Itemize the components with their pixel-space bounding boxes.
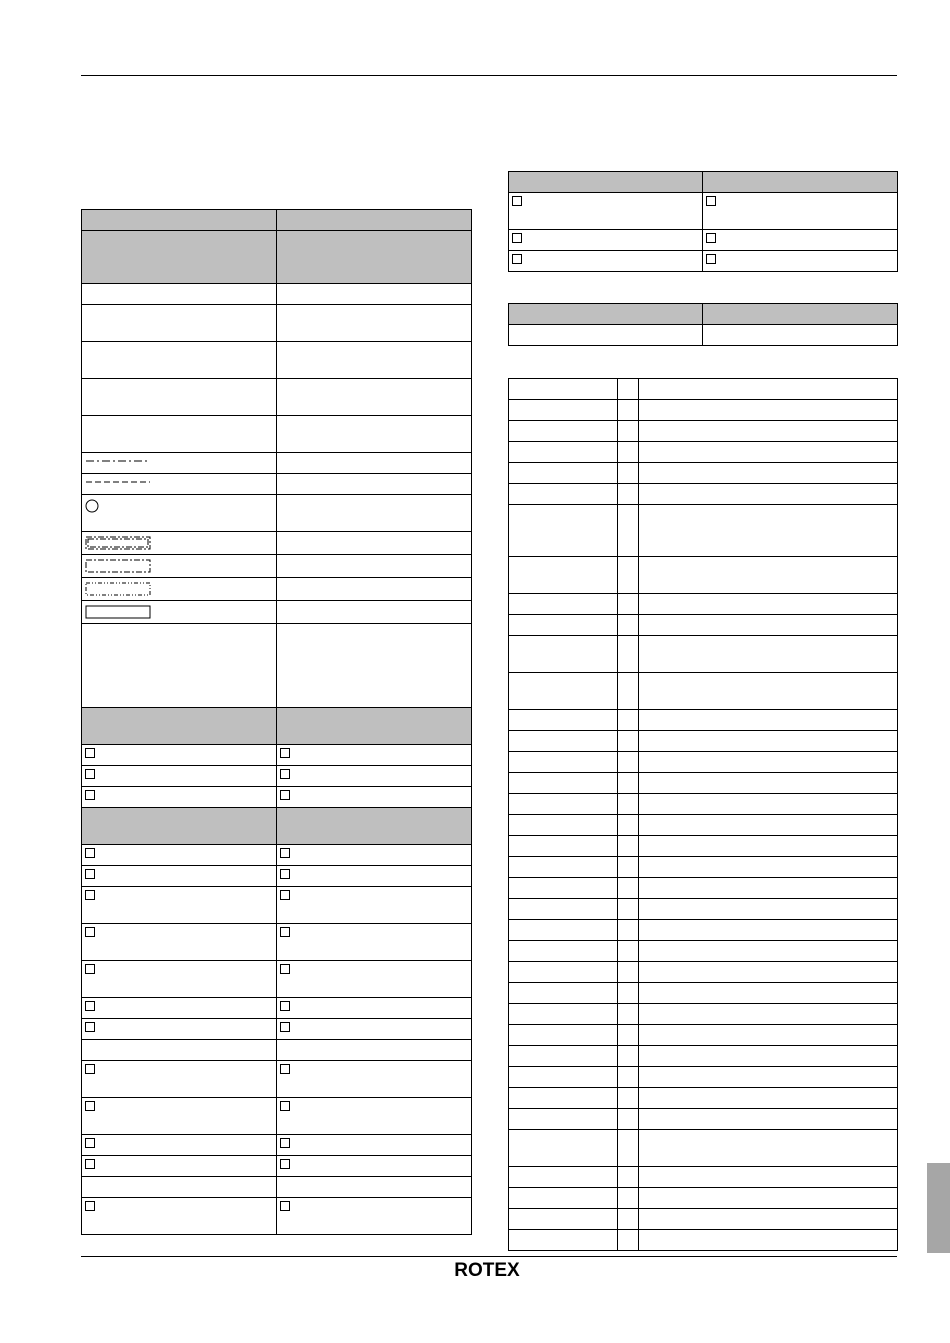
option-box-symbol — [85, 559, 151, 573]
checkbox-icon — [85, 1201, 95, 1211]
table-cell — [509, 1188, 618, 1209]
table-cell — [509, 794, 618, 815]
table-cell — [618, 962, 639, 983]
table-cell — [509, 421, 618, 442]
table-cell — [82, 766, 277, 787]
checkbox-icon — [280, 964, 290, 974]
table-cell — [618, 752, 639, 773]
terminal-circle-symbol — [85, 499, 99, 513]
checkbox-icon — [85, 1064, 95, 1074]
checkbox-icon — [706, 254, 716, 264]
component-box-symbol — [85, 605, 151, 619]
table-cell — [509, 752, 618, 773]
table-cell — [509, 594, 618, 615]
table-cell — [277, 495, 472, 532]
table-cell — [82, 578, 277, 601]
table-cell — [639, 636, 898, 673]
table-cell — [509, 962, 618, 983]
table-header-cell — [277, 808, 472, 845]
table-cell — [618, 484, 639, 505]
table-cell — [509, 193, 703, 230]
checkbox-icon — [85, 964, 95, 974]
table-cell — [277, 379, 472, 416]
table-cell — [639, 463, 898, 484]
checkbox-icon — [706, 233, 716, 243]
checkbox-icon — [280, 1159, 290, 1169]
table-cell — [509, 673, 618, 710]
table-cell — [509, 1167, 618, 1188]
table-cell — [639, 615, 898, 636]
table-cell — [618, 1167, 639, 1188]
table-cell — [618, 557, 639, 594]
right-top-table — [508, 171, 898, 272]
table-cell — [618, 1067, 639, 1088]
table-cell — [509, 442, 618, 463]
checkbox-icon — [85, 848, 95, 858]
checkbox-icon — [280, 848, 290, 858]
table-cell — [618, 673, 639, 710]
checkbox-icon — [280, 927, 290, 937]
table-cell — [639, 1088, 898, 1109]
table-cell — [277, 924, 472, 961]
table-cell — [703, 325, 898, 346]
table-cell — [277, 787, 472, 808]
dash-dot-line-symbol — [85, 457, 151, 465]
chapter-tab-marker — [927, 1163, 950, 1253]
checkbox-icon — [280, 790, 290, 800]
table-cell — [509, 731, 618, 752]
table-cell — [82, 1040, 277, 1061]
table-cell — [82, 961, 277, 998]
table-cell — [639, 962, 898, 983]
checkbox-icon — [85, 790, 95, 800]
table-cell — [82, 845, 277, 866]
table-cell — [509, 636, 618, 673]
table-cell — [277, 845, 472, 866]
table-cell — [509, 1088, 618, 1109]
table-cell — [277, 766, 472, 787]
table-cell — [277, 416, 472, 453]
table-cell — [618, 1209, 639, 1230]
table-cell — [639, 1025, 898, 1046]
table-header-cell — [82, 808, 277, 845]
table-cell — [277, 961, 472, 998]
table-cell — [277, 1061, 472, 1098]
table-cell — [639, 1109, 898, 1130]
table-cell — [82, 474, 277, 495]
table-cell — [639, 815, 898, 836]
table-header-cell — [82, 210, 277, 231]
table-cell — [277, 887, 472, 924]
table-cell — [277, 624, 472, 708]
table-cell — [639, 1167, 898, 1188]
table-cell — [82, 1135, 277, 1156]
table-cell — [618, 983, 639, 1004]
table-cell — [639, 442, 898, 463]
table-cell — [509, 230, 703, 251]
table-cell — [639, 379, 898, 400]
table-header-cell — [82, 231, 277, 284]
table-header-cell — [82, 708, 277, 745]
checkbox-icon — [85, 869, 95, 879]
table-cell — [639, 878, 898, 899]
table-cell — [509, 325, 703, 346]
checkbox-icon — [85, 1022, 95, 1032]
table-cell — [277, 342, 472, 379]
table-cell — [277, 474, 472, 495]
table-cell — [82, 305, 277, 342]
table-cell — [509, 1130, 618, 1167]
table-header-cell — [277, 231, 472, 284]
table-header-cell — [509, 172, 703, 193]
header-rule — [81, 75, 897, 76]
table-cell — [277, 284, 472, 305]
table-cell — [509, 1209, 618, 1230]
table-cell — [509, 983, 618, 1004]
table-cell — [509, 1025, 618, 1046]
table-cell — [82, 1019, 277, 1040]
table-cell — [618, 379, 639, 400]
table-cell — [703, 251, 898, 272]
table-cell — [277, 1198, 472, 1235]
table-cell — [509, 557, 618, 594]
table-cell — [277, 601, 472, 624]
table-cell — [509, 615, 618, 636]
table-cell — [639, 400, 898, 421]
table-cell — [82, 379, 277, 416]
table-header-cell — [277, 708, 472, 745]
table-cell — [509, 1004, 618, 1025]
table-cell — [618, 442, 639, 463]
table-cell — [618, 594, 639, 615]
table-cell — [277, 1156, 472, 1177]
table-cell — [82, 745, 277, 766]
table-cell — [277, 1135, 472, 1156]
table-cell — [618, 1025, 639, 1046]
checkbox-icon — [85, 1001, 95, 1011]
table-cell — [639, 1004, 898, 1025]
table-cell — [639, 594, 898, 615]
checkbox-icon — [85, 748, 95, 758]
table-cell — [277, 1098, 472, 1135]
checkbox-icon — [85, 1138, 95, 1148]
table-header-cell — [703, 172, 898, 193]
table-cell — [639, 505, 898, 557]
table-cell — [509, 1109, 618, 1130]
checkbox-icon — [280, 769, 290, 779]
table-cell — [277, 1019, 472, 1040]
right-mid-table — [508, 303, 898, 346]
table-cell — [509, 899, 618, 920]
table-cell — [639, 421, 898, 442]
checkbox-icon — [280, 1201, 290, 1211]
table-cell — [618, 794, 639, 815]
table-cell — [277, 305, 472, 342]
table-cell — [639, 1188, 898, 1209]
checkbox-icon — [280, 1138, 290, 1148]
table-cell — [639, 899, 898, 920]
table-cell — [618, 878, 639, 899]
table-cell — [509, 857, 618, 878]
checkbox-icon — [706, 196, 716, 206]
table-cell — [509, 251, 703, 272]
table-cell — [82, 924, 277, 961]
checkbox-icon — [85, 769, 95, 779]
table-cell — [277, 998, 472, 1019]
checkbox-icon — [512, 233, 522, 243]
table-cell — [277, 866, 472, 887]
table-cell — [82, 887, 277, 924]
table-cell — [509, 1067, 618, 1088]
table-cell — [509, 710, 618, 731]
table-cell — [82, 998, 277, 1019]
table-cell — [639, 983, 898, 1004]
table-cell — [618, 731, 639, 752]
checkbox-icon — [280, 1064, 290, 1074]
table-cell — [82, 416, 277, 453]
table-cell — [82, 787, 277, 808]
table-cell — [82, 866, 277, 887]
table-cell — [639, 731, 898, 752]
table-cell — [277, 1040, 472, 1061]
right-component-list-table — [508, 378, 898, 1251]
table-cell — [509, 379, 618, 400]
table-header-cell — [703, 304, 898, 325]
table-cell — [618, 1046, 639, 1067]
table-cell — [618, 836, 639, 857]
table-cell — [639, 673, 898, 710]
left-wiring-legend-table — [81, 209, 472, 1235]
table-cell — [618, 615, 639, 636]
table-cell — [618, 463, 639, 484]
table-cell — [277, 532, 472, 555]
table-cell — [618, 710, 639, 731]
table-cell — [618, 400, 639, 421]
table-cell — [618, 920, 639, 941]
table-cell — [277, 745, 472, 766]
field-supply-box-symbol — [85, 536, 151, 550]
table-cell — [82, 624, 277, 708]
table-cell — [509, 1046, 618, 1067]
table-cell — [618, 1109, 639, 1130]
table-cell — [639, 1046, 898, 1067]
table-cell — [639, 794, 898, 815]
table-cell — [618, 773, 639, 794]
table-cell — [618, 857, 639, 878]
table-cell — [509, 941, 618, 962]
table-cell — [618, 1188, 639, 1209]
table-cell — [618, 1230, 639, 1251]
table-cell — [639, 836, 898, 857]
table-cell — [639, 557, 898, 594]
table-cell — [639, 484, 898, 505]
table-cell — [639, 1230, 898, 1251]
checkbox-icon — [85, 890, 95, 900]
table-cell — [703, 193, 898, 230]
table-cell — [509, 400, 618, 421]
checkbox-icon — [280, 748, 290, 758]
table-cell — [82, 555, 277, 578]
table-cell — [639, 857, 898, 878]
checkbox-icon — [280, 890, 290, 900]
table-cell — [618, 899, 639, 920]
table-cell — [618, 421, 639, 442]
table-cell — [509, 1230, 618, 1251]
checkbox-icon — [85, 1159, 95, 1169]
table-cell — [509, 815, 618, 836]
table-cell — [82, 1198, 277, 1235]
table-cell — [618, 1130, 639, 1167]
table-cell — [618, 1004, 639, 1025]
checkbox-icon — [280, 1101, 290, 1111]
table-cell — [618, 815, 639, 836]
table-header-cell — [509, 304, 703, 325]
table-cell — [509, 836, 618, 857]
table-cell — [509, 484, 618, 505]
checkbox-icon — [85, 927, 95, 937]
checkbox-icon — [512, 196, 522, 206]
table-cell — [509, 773, 618, 794]
table-cell — [618, 941, 639, 962]
table-cell — [82, 601, 277, 624]
table-cell — [82, 1156, 277, 1177]
table-cell — [82, 495, 277, 532]
table-cell — [509, 878, 618, 899]
table-cell — [277, 578, 472, 601]
table-cell — [277, 453, 472, 474]
table-cell — [639, 941, 898, 962]
checkbox-icon — [85, 1101, 95, 1111]
table-header-cell — [277, 210, 472, 231]
checkbox-icon — [512, 254, 522, 264]
table-cell — [618, 505, 639, 557]
table-cell — [509, 505, 618, 557]
table-cell — [82, 1177, 277, 1198]
table-cell — [639, 1209, 898, 1230]
rotex-logo — [446, 1257, 528, 1281]
logo-text: ROTEX — [454, 1260, 520, 1281]
table-cell — [82, 453, 277, 474]
accessory-box-symbol — [85, 582, 151, 596]
table-cell — [703, 230, 898, 251]
table-cell — [639, 1130, 898, 1167]
table-cell — [277, 1177, 472, 1198]
table-cell — [639, 710, 898, 731]
table-cell — [509, 920, 618, 941]
table-cell — [618, 1088, 639, 1109]
table-cell — [639, 773, 898, 794]
table-cell — [82, 1098, 277, 1135]
checkbox-icon — [280, 1001, 290, 1011]
table-cell — [82, 342, 277, 379]
checkbox-icon — [280, 869, 290, 879]
table-cell — [618, 636, 639, 673]
table-cell — [82, 532, 277, 555]
dashed-line-symbol — [85, 478, 151, 486]
table-cell — [639, 920, 898, 941]
table-cell — [639, 1067, 898, 1088]
checkbox-icon — [280, 1022, 290, 1032]
table-cell — [509, 463, 618, 484]
table-cell — [82, 1061, 277, 1098]
table-cell — [82, 284, 277, 305]
table-cell — [277, 555, 472, 578]
table-cell — [639, 752, 898, 773]
